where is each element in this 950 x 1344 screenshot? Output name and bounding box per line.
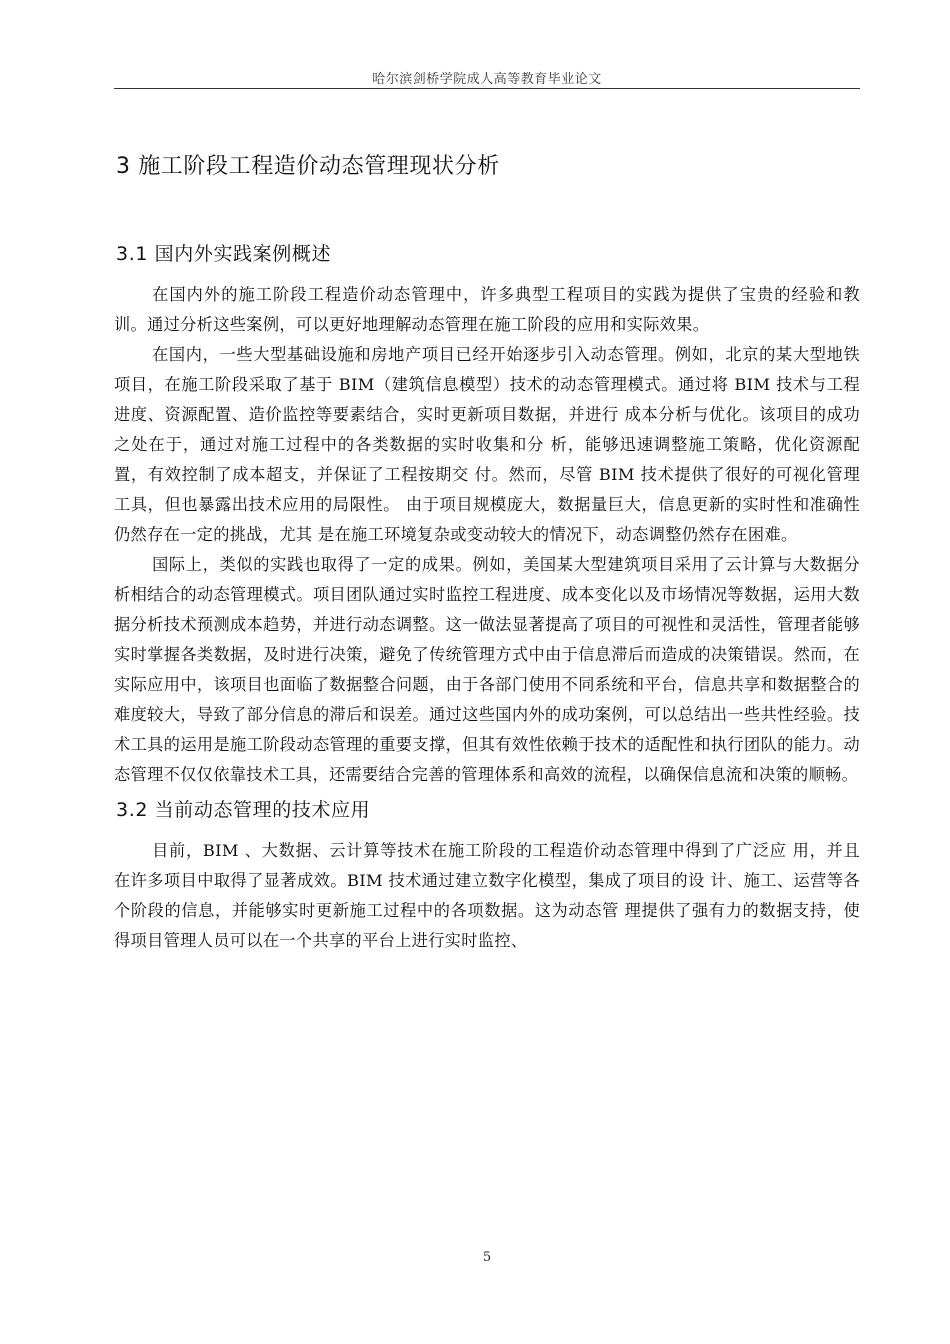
chapter-title: 3 施工阶段工程造价动态管理现状分析: [116, 154, 500, 179]
page-number: 5: [482, 1250, 492, 1265]
header-rule: [114, 88, 860, 89]
section-title-3-1: 3.1 国内外实践案例概述: [116, 243, 332, 265]
paragraph: 国际上，类似的实践也取得了一定的成果。例如，美国某大型建筑项目采用了云计算与大数据分析相结合的动态管理模式。项目团队通过实时监控工程进度、成本变化以及市场情况等数据，运用大数据分析技术预测成本趋势，并进行动态调整。这一做法显著提高了项目的可视性和灵活性，管理者能够实时掌握各类数据，及时进行决策，避免了传统管理方式中由于信息滞后而造成的决策错误。然而，在实际应用中，该项目也面临了数据整合问题，由于各部门使用不同系统和平台，信息共享和数据整合的难度较大，导致了部分信息的滞后和误差。通过这些国内外的成功案例，可以总结出一些共性经验。技术工具的运用是施工阶段动态管理的重要支撑，但其有效性依赖于技术的适配性和执行团队的能力。动态管理不仅仅依靠技术工具，还需要结合完善的管理体系和高效的流程，以确保信息流和决策的顺畅。: [114, 555, 860, 784]
paragraph: 在国内，一些大型基础设施和房地产项目已经开始逐步引入动态管理。例如，北京的某大型地铁项目，在施工阶段采取了基于 BIM（建筑信息模型）技术的动态管理模式。通过将 BIM 技术与工程进度、资源配置、造价监控等要素结合，实时更新项目数据，并进行 成本分析与优化。该项目的成功之处在于，通过对施工过程中的各类数据的实时收集和分 析，能够迅速调整施工策略，优化资源配置，有效控制了成本超支，并保证了工程按期交 付。然而，尽管 BIM 技术提供了很好的可视化管理工具，但也暴露出技术应用的局限性。 由于项目规模庞大，数据量巨大，信息更新的实时性和准确性仍然存在一定的挑战，尤其 是在施工环境复杂或变动较大的情况下，动态调整仍然存在困难。: [114, 345, 860, 544]
paragraph: 目前，BIM 、大数据、云计算等技术在施工阶段的工程造价动态管理中得到了广泛应 用，并且在许多项目中取得了显著成效。BIM 技术通过建立数字化模型，集成了项目的设 计、施工、运营等各个阶段的信息，并能够实时更新施工过程中的各项数据。这为动态管 理提供了强有力的数据支持，使得项目管理人员可以在一个共享的平台上进行实时监控、: [114, 841, 860, 950]
paragraph: 在国内外的施工阶段工程造价动态管理中，许多典型工程项目的实践为提供了宝贵的经验和教训。通过分析这些案例，可以更好地理解动态管理在施工阶段的应用和实际效果。: [114, 285, 860, 334]
running-header: 哈尔滨剑桥学院成人高等教育毕业论文: [372, 72, 602, 87]
page-content: [114, 152, 860, 956]
section-title-3-2: 3.2 当前动态管理的技术应用: [116, 799, 371, 821]
